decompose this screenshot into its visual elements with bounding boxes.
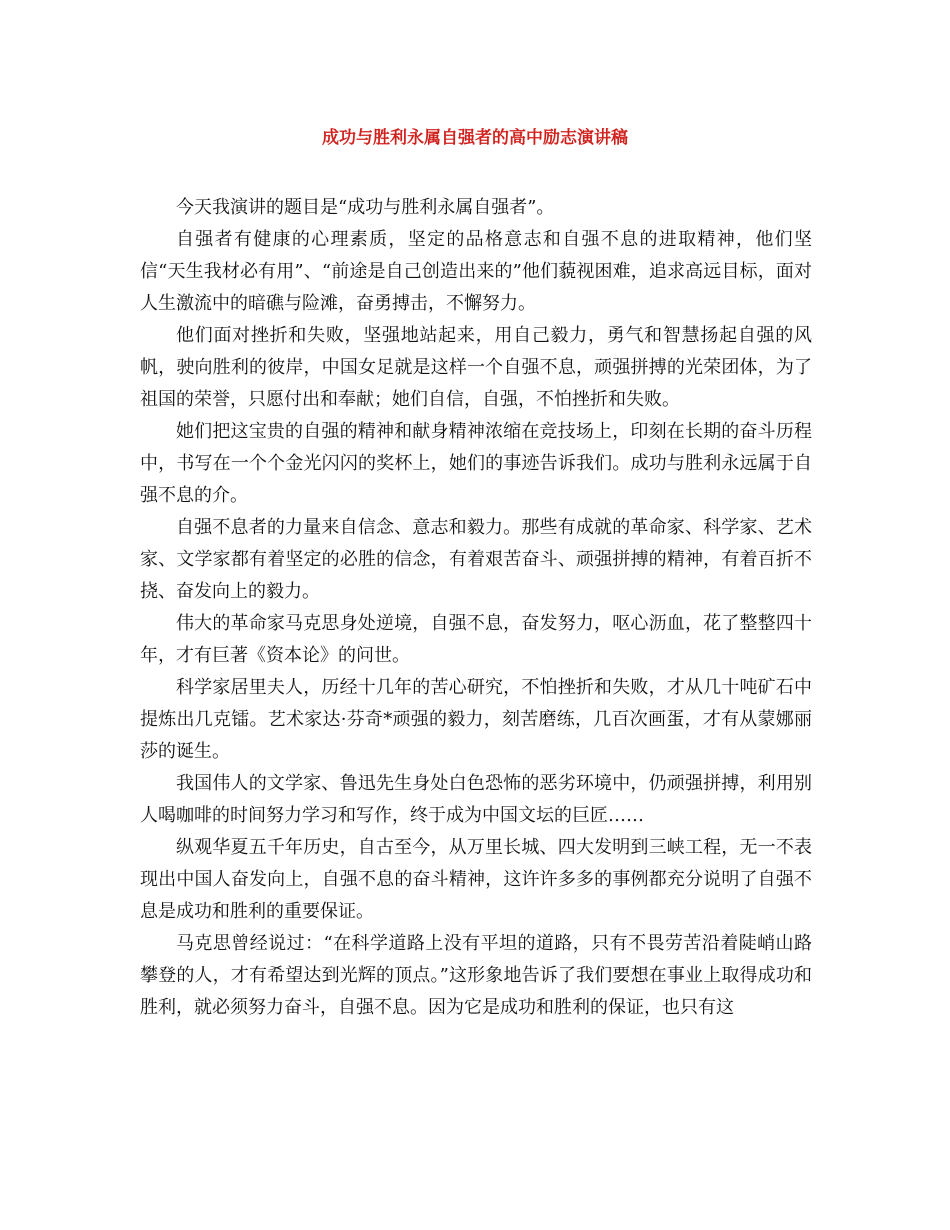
paragraph: 马克思曾经说过：“在科学道路上没有平坦的道路，只有不畏劳苦沿着陡峭山路攀登的人，才有希望达到光辉的顶点。”这形象地告诉了我们要想在事业上取得成功和胜利，就必须努力奋斗，自强不息。因为它是成功和胜利的保证，也只有这 bbox=[140, 933, 812, 1018]
paragraph: 纵观华夏五千年历史，自古至今，从万里长城、四大发明到三峡工程，无一不表现出中国人奋发向上，自强不息的奋斗精神，这许许多多的事例都充分说明了自强不息是成功和胜利的重要保证。 bbox=[140, 837, 812, 922]
document-body bbox=[140, 192, 812, 1024]
paragraph: 伟大的革命家马克思身处逆境，自强不息，奋发努力，呕心沥血，花了整整四十年，才有巨著《资本论》的问世。 bbox=[140, 613, 812, 666]
paragraph: 我国伟人的文学家、鲁迅先生身处白色恐怖的恶劣环境中，仍顽强拼搏，利用别人喝咖啡的时间努力学习和写作，终于成为中国文坛的巨匠…… bbox=[140, 773, 812, 826]
paragraph: 他们面对挫折和失败，坚强地站起来，用自己毅力，勇气和智慧扬起自强的风帆，驶向胜利的彼岸，中国女足就是这样一个自强不息，顽强拼搏的光荣团体，为了祖国的荣誉，只愿付出和奉献；她们自信，自强，不怕挫折和失败。 bbox=[140, 325, 812, 410]
paragraph: 自强者有健康的心理素质，坚定的品格意志和自强不息的进取精神，他们坚信“天生我材必有用”、“前途是自己创造出来的”他们藐视困难，追求高远目标，面对人生激流中的暗礁与险滩，奋勇搏击，不懈努力。 bbox=[140, 229, 812, 314]
paragraph: 科学家居里夫人，历经十几年的苦心研究，不怕挫折和失败，才从几十吨矿石中提炼出几克镭。艺术家达·芬奇*顽强的毅力，刻苦磨练，几百次画蛋，才有从蒙娜丽莎的诞生。 bbox=[140, 677, 812, 762]
document-title: 成功与胜利永属自强者的高中励志演讲稿 bbox=[322, 128, 628, 148]
paragraph: 她们把这宝贵的自强的精神和献身精神浓缩在竞技场上，印刻在长期的奋斗历程中，书写在一个个金光闪闪的奖杯上，她们的事迹告诉我们。成功与胜利永远属于自强不息的介。 bbox=[140, 421, 812, 506]
paragraph: 今天我演讲的题目是“成功与胜利永属自强者”。 bbox=[176, 197, 555, 218]
paragraph: 自强不息者的力量来自信念、意志和毅力。那些有成就的革命家、科学家、艺术家、文学家都有着坚定的必胜的信念，有着艰苦奋斗、顽强拼搏的精神，有着百折不挠、奋发向上的毅力。 bbox=[140, 517, 812, 602]
